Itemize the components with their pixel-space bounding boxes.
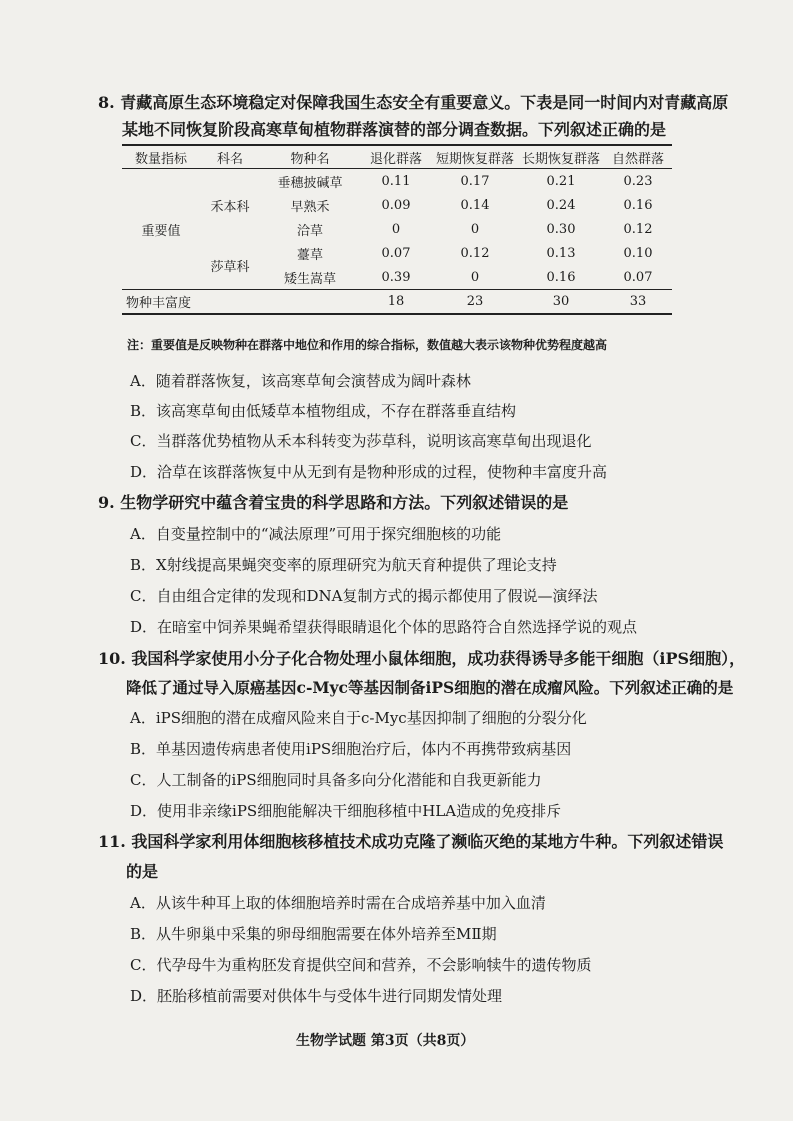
value-cell: 0.16 [546, 269, 576, 285]
q8-option-a: A．随着群落恢复，该高寒草甸会演替成为阔叶森林 [130, 372, 471, 390]
value-cell: 0.12 [623, 221, 653, 237]
q8-option-b: B．该高寒草甸由低矮草本植物组成，不存在群落垂直结构 [130, 402, 517, 420]
value-cell: 0.07 [623, 269, 653, 285]
q8-stem-line1 [98, 93, 728, 113]
richness-value: 23 [432, 290, 518, 315]
q11-option-b: B．从牛卵巢中采集的卵母细胞需要在体外培养至MⅡ期 [130, 925, 497, 943]
value-cell: 0.13 [546, 245, 576, 261]
richness-value: 30 [518, 290, 604, 315]
q8-stem-line2: 某地不同恢复阶段高寒草甸植物群落演替的部分调查数据。下列叙述正确的是 [122, 120, 667, 139]
table-row [122, 169, 672, 194]
table-row [122, 241, 672, 265]
q9-option-d: D．在暗室中饲养果蝇希望获得眼睛退化个体的思路符合自然选择学说的观点 [130, 618, 638, 636]
q9-option-b: B．X射线提高果蝇突变率的原理研究为航天育种提供了理论支持 [130, 556, 557, 574]
value-cell: 0.10 [623, 245, 653, 261]
value-cell: 0.30 [546, 221, 576, 237]
header-family: 科名 [200, 145, 260, 169]
q9-option-c: C．自由组合定律的发现和DNA复制方式的揭示都使用了假说—演绎法 [130, 587, 598, 605]
q11-number: 11. [98, 832, 126, 851]
q10-option-d: D．使用非亲缘iPS细胞能解决干细胞移植中HLA造成的免疫排斥 [130, 802, 562, 820]
q10-stem-line1 [98, 649, 745, 669]
q9-number: 9. [98, 493, 115, 512]
header-species: 物种名 [260, 145, 360, 169]
q8-option-c: C．当群落优势植物从禾本科转变为莎草科，说明该高寒草甸出现退化 [130, 432, 592, 450]
value-cell: 0.24 [546, 197, 576, 213]
value-cell: 0.12 [460, 245, 490, 261]
q11-stem-text1: 我国科学家利用体细胞核移植技术成功克隆了濒临灭绝的某地方牛种。下列叙述错误 [131, 832, 724, 851]
q11-stem-line1 [98, 832, 723, 852]
q9-option-a: A．自变量控制中的“减法原理”可用于探究细胞核的功能 [130, 525, 502, 543]
species-cell: 垂穗披碱草 [277, 175, 343, 191]
q8-number: 8. [98, 93, 115, 112]
header-degraded: 退化群落 [360, 145, 432, 169]
richness-value: 18 [360, 290, 432, 315]
value-cell: 0.14 [460, 197, 490, 213]
q8-option-d: D．洽草在该群落恢复中从无到有是物种形成的过程，使物种丰富度升高 [130, 463, 608, 481]
value-cell: 0 [391, 221, 401, 237]
table-header-row [122, 145, 672, 169]
q11-option-a: A．从该牛种耳上取的体细胞培养时需在合成培养基中加入血清 [130, 894, 546, 912]
q10-option-b: B．单基因遗传病患者使用iPS细胞治疗后，体内不再携带致病基因 [130, 740, 572, 758]
table-row-richness [122, 290, 672, 315]
q11-option-c: C．代孕母牛为重构胚发育提供空间和营养，不会影响犊牛的遗传物质 [130, 956, 592, 974]
header-natural: 自然群落 [604, 145, 672, 169]
row-label-importance: 重要值 [141, 223, 181, 239]
q10-stem-line2: 降低了通过导入原癌基因c-Myc等基因制备iPS细胞的潜在成瘤风险。下列叙述正确的是 [126, 678, 734, 697]
species-cell: 薹草 [296, 247, 323, 263]
value-cell: 0.23 [623, 173, 653, 189]
q10-option-c: C．人工制备的iPS细胞同时具备多向分化潜能和自我更新能力 [130, 771, 542, 789]
q10-number: 10. [98, 649, 126, 668]
q9-stem-text: 生物学研究中蕴含着宝贵的科学思路和方法。下列叙述错误的是 [120, 493, 569, 512]
q11-option-d: D．胚胎移植前需要对供体牛与受体牛进行同期发情处理 [130, 987, 503, 1005]
value-cell: 0.11 [381, 173, 411, 189]
header-long-term: 长期恢复群落 [518, 145, 604, 169]
q10-option-a: A．iPS细胞的潜在成瘤风险来自于c-Myc基因抑制了细胞的分裂分化 [130, 709, 587, 727]
species-cell: 洽草 [296, 223, 323, 239]
family-cyperaceae: 莎草科 [210, 259, 250, 275]
header-quantity-index: 数量指标 [122, 145, 200, 169]
value-cell: 0.39 [381, 269, 411, 285]
species-cell: 矮生嵩草 [283, 271, 336, 287]
page-footer: 生物学试题 第3页（共8页） [296, 1033, 475, 1049]
family-gramineae: 禾本科 [210, 199, 250, 215]
q11-stem-line2: 的是 [126, 862, 159, 881]
value-cell: 0.17 [460, 173, 490, 189]
value-cell: 0.21 [546, 173, 576, 189]
survey-table [122, 144, 672, 315]
value-cell: 0.07 [381, 245, 411, 261]
richness-value: 33 [604, 290, 672, 315]
q10-stem-text1: 我国科学家使用小分子化合物处理小鼠体细胞，成功获得诱导多能干细胞（iPS细胞）， [131, 649, 746, 668]
value-cell: 0.09 [381, 197, 411, 213]
species-cell: 早熟禾 [290, 199, 330, 215]
header-short-term: 短期恢复群落 [432, 145, 518, 169]
value-cell: 0 [470, 221, 480, 237]
table-note: 注：重要值是反映物种在群落中地位和作用的综合指标，数值越大表示该物种优势程度越高 [127, 338, 608, 352]
richness-label: 物种丰富度 [122, 290, 360, 315]
q9-stem [98, 493, 568, 513]
value-cell: 0.16 [623, 197, 653, 213]
q8-stem-text1: 青藏高原生态环境稳定对保障我国生态安全有重要意义。下表是同一时间内对青藏高原 [120, 93, 729, 112]
value-cell: 0 [470, 269, 480, 285]
